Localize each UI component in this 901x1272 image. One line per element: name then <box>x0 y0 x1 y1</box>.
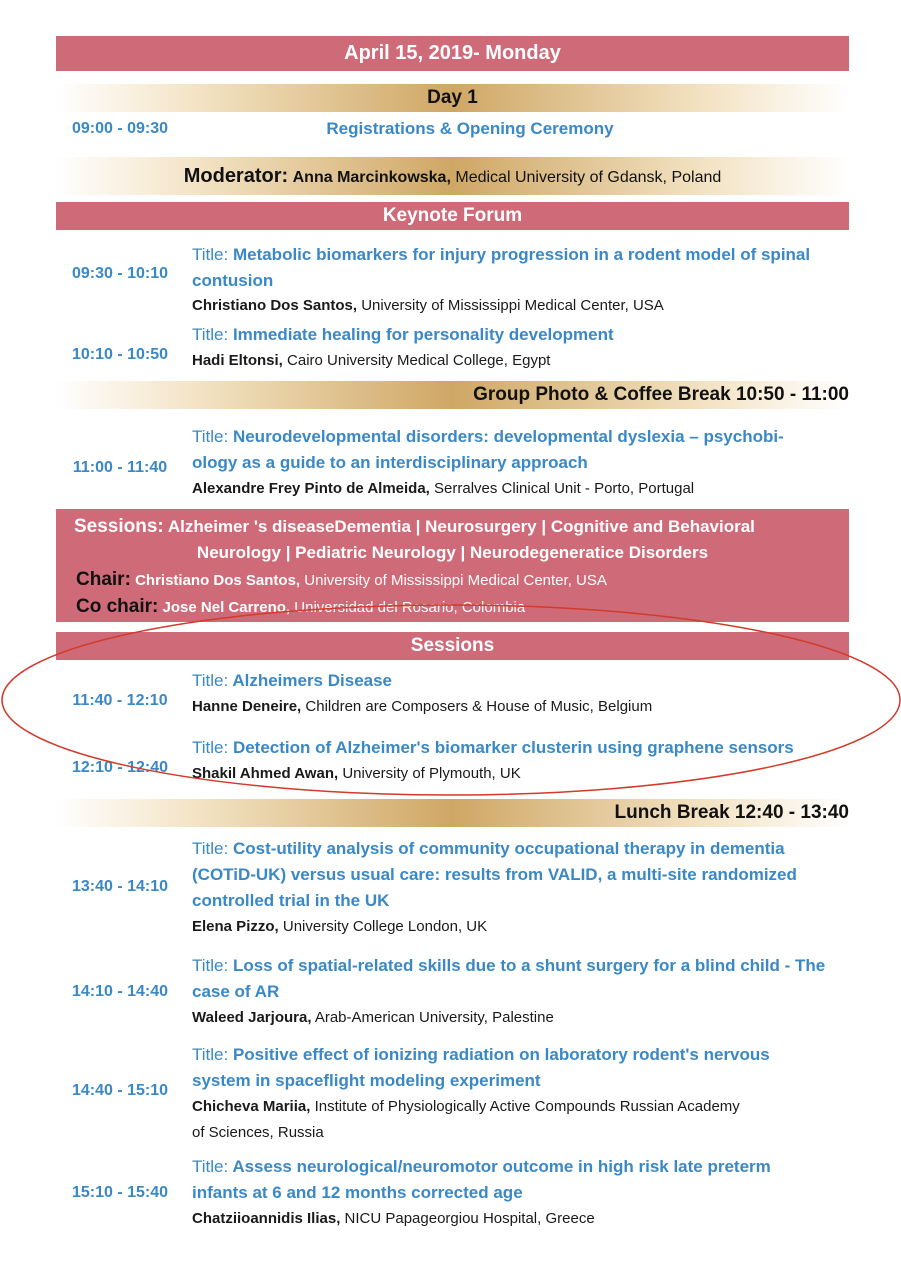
date-header-bar <box>56 36 849 71</box>
registration-time: 09:00 - 09:30 <box>71 120 169 137</box>
title-label: Title: <box>192 1045 229 1064</box>
afternoon-3-title-line1: Positive effect of ionizing radiation on laboratory rodent's nervous <box>232 1045 770 1064</box>
afternoon-1-speaker <box>192 914 852 940</box>
speaker-name: Elena Pizzo, <box>192 918 279 935</box>
speaker-affiliation: NICU Papageorgiou Hospital, Greece <box>344 1210 595 1227</box>
afternoon-1-title <box>192 836 852 914</box>
speaker-affiliation-line2: of Sciences, Russia <box>192 1124 324 1141</box>
talk-1100-title-line2: ology as a guide to an interdisciplinary approach <box>192 453 588 472</box>
title-label: Title: <box>192 738 229 757</box>
session-2-title-line1: Detection of Alzheimer's biomarker clusterin using graphene sensors <box>232 738 794 757</box>
moderator-bar <box>56 157 849 195</box>
title-label: Title: <box>192 427 229 446</box>
keynote-1-title-line2: contusion <box>192 271 274 290</box>
afternoon-3-time: 14:40 - 15:10 <box>71 1082 169 1099</box>
talk-1100-speaker <box>192 476 852 502</box>
chair-label: Chair: <box>76 569 131 590</box>
sessions-line2 <box>56 540 849 566</box>
speaker-affiliation: Arab-American University, Palestine <box>314 1009 554 1026</box>
chair-name: Christiano Dos Santos, <box>135 572 301 589</box>
cochair-label: Co chair: <box>76 596 159 617</box>
keynote-2-title-line1: Immediate healing for personality development <box>232 325 614 344</box>
cochair-line <box>76 594 846 621</box>
speaker-name: Shakil Ahmed Awan, <box>192 765 339 782</box>
afternoon-3-title-line2: system in spaceflight modeling experiment <box>192 1071 541 1090</box>
lunch-break-bar <box>56 799 849 827</box>
sessions-topics-1: Alzheimer 's diseaseDementia | Neurosurgery | Cognitive and Behavioral <box>167 517 755 536</box>
session-2-time: 12:10 - 12:40 <box>71 759 169 776</box>
speaker-affiliation: Institute of Physiologically Active Compounds Russian Academy <box>314 1098 740 1115</box>
keynote-1-title <box>192 242 852 294</box>
session-1-time: 11:40 - 12:10 <box>72 692 168 709</box>
coffee-break-bar <box>56 381 849 409</box>
speaker-affiliation: Serralves Clinical Unit - Porto, Portugal <box>434 480 695 497</box>
moderator-name: Anna Marcinkowska, <box>292 169 451 186</box>
title-label: Title: <box>192 956 229 975</box>
date-header: April 15, 2019- Monday <box>344 42 561 64</box>
chair-line <box>76 567 846 594</box>
afternoon-1-title-line1: Cost-utility analysis of community occupational therapy in dementia <box>232 839 785 858</box>
afternoon-2-title-line1: Loss of spatial-related skills due to a shunt surgery for a blind child - The <box>232 956 826 975</box>
afternoon-4-title-line2: infants at 6 and 12 months corrected age <box>192 1183 523 1202</box>
afternoon-4-time: 15:10 - 15:40 <box>71 1184 169 1201</box>
speaker-name: Chicheva Mariia, <box>192 1098 311 1115</box>
speaker-name: Christiano Dos Santos, <box>192 297 358 314</box>
speaker-name: Hadi Eltonsi, <box>192 352 283 369</box>
speaker-name: Chatziioannidis Ilias, <box>192 1210 341 1227</box>
title-label: Title: <box>192 839 229 858</box>
speaker-affiliation: Cairo University Medical College, Egypt <box>287 352 551 369</box>
afternoon-4-title-line1: Assess neurological/neuromotor outcome in high risk late preterm <box>232 1157 771 1176</box>
speaker-name: Waleed Jarjoura, <box>192 1009 312 1026</box>
afternoon-1-time: 13:40 - 14:10 <box>71 878 169 895</box>
coffee-break: Group Photo & Coffee Break 10:50 - 11:00 <box>473 384 849 405</box>
day-label: Day 1 <box>427 87 478 108</box>
title-label: Title: <box>192 245 229 264</box>
afternoon-2-speaker <box>192 1005 852 1031</box>
talk-1100-title-line1: Neurodevelopmental disorders: developmental dyslexia – psychobi- <box>232 427 784 446</box>
speaker-name: Alexandre Frey Pinto de Almeida, <box>192 480 430 497</box>
keynote-1-time: 09:30 - 10:10 <box>71 265 169 282</box>
afternoon-2-title <box>192 953 852 1005</box>
afternoon-4-speaker <box>192 1206 852 1232</box>
keynote-header-bar <box>56 202 849 230</box>
keynote-2-time: 10:10 - 10:50 <box>71 346 169 363</box>
speaker-name: Hanne Deneire, <box>192 698 302 715</box>
moderator-label: Moderator: <box>183 165 289 187</box>
keynote-header: Keynote Forum <box>382 205 523 226</box>
title-label: Title: <box>192 671 229 690</box>
keynote-2-title <box>192 322 852 348</box>
talk-1100-time: 11:00 - 11:40 <box>72 459 168 476</box>
afternoon-2-title-line2: case of AR <box>192 982 280 1001</box>
afternoon-2-time: 14:10 - 14:40 <box>71 983 169 1000</box>
registration-title: Registrations & Opening Ceremony <box>326 119 614 138</box>
keynote-2-speaker <box>192 348 852 374</box>
afternoon-3-speaker <box>192 1094 852 1146</box>
session-1-title-line1: Alzheimers Disease <box>232 671 393 690</box>
speaker-affiliation: University of Plymouth, UK <box>342 765 521 782</box>
chair-affiliation: University of Mississippi Medical Center, USA <box>304 572 607 589</box>
session-2-speaker <box>192 761 852 787</box>
cochair-affiliation: Universidad del Rosario, Colombia <box>294 599 526 616</box>
speaker-affiliation: Children are Composers & House of Music, Belgium <box>305 698 653 715</box>
title-label: Title: <box>192 325 229 344</box>
sessions-line1 <box>74 514 844 540</box>
afternoon-3-title <box>192 1042 852 1094</box>
speaker-affiliation: University of Mississippi Medical Center, USA <box>361 297 664 314</box>
title-label: Title: <box>192 1157 229 1176</box>
session-1-title <box>192 668 852 694</box>
session-1-speaker <box>192 694 852 720</box>
afternoon-1-title-line2: (COTiD-UK) versus usual care: results from VALID, a multi-site randomized <box>192 865 797 884</box>
moderator-affiliation: Medical University of Gdansk, Poland <box>455 169 722 186</box>
speaker-affiliation: University College London, UK <box>282 918 488 935</box>
keynote-1-speaker <box>192 293 852 319</box>
sessions-header-bar <box>56 632 849 660</box>
day-bar <box>56 84 849 112</box>
sessions-header: Sessions <box>410 635 495 656</box>
cochair-name: Jose Nel Carreno, <box>162 599 291 616</box>
afternoon-1-title-line3: controlled trial in the UK <box>192 891 390 910</box>
talk-1100-title <box>192 424 852 476</box>
sessions-label: Sessions: <box>74 516 164 537</box>
afternoon-4-title <box>192 1154 852 1206</box>
sessions-topics-2: Neurology | Pediatric Neurology | Neurodegeneratice Disorders <box>196 543 709 562</box>
session-2-title <box>192 735 852 761</box>
sessions-box <box>56 509 849 622</box>
keynote-1-title-line1: Metabolic biomarkers for injury progression in a rodent model of spinal <box>232 245 811 264</box>
lunch-break: Lunch Break 12:40 - 13:40 <box>614 802 849 823</box>
